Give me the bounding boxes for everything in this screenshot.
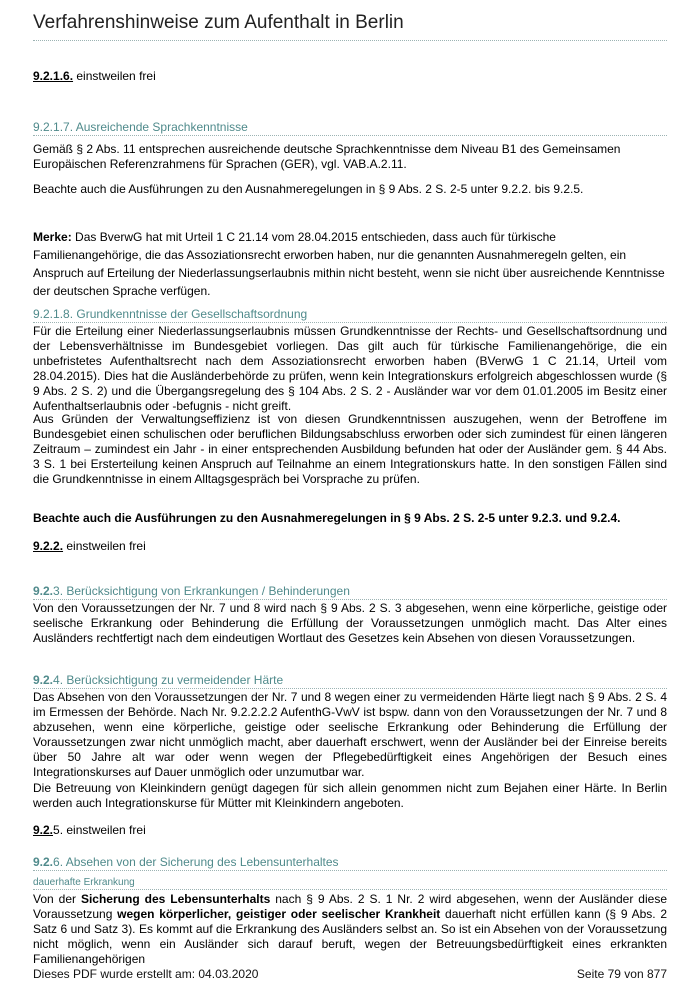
merke-text: Das BverwG hat mit Urteil 1 C 21.14 vom 28.04.2015 entschieden, dass auch für türkische Familienangehörige, die das Assoziationsrecht erworben haben, nur die genannten Ausnahmeregeln gelten, ein Anspruch auf Erteilung der Niederlassungserlaubnis mithin nicht besteht, wenn sie nicht über ausreichende Kenntnisse der deutschen Sprache verfügen. bbox=[33, 230, 665, 298]
section-text: einstweilen frei bbox=[73, 69, 156, 83]
section-number: 9.2. bbox=[33, 584, 54, 598]
section-number: 9.2. bbox=[33, 673, 54, 687]
section-heading-text: 6. Absehen von der Sicherung des Lebensunterhaltes bbox=[53, 855, 339, 869]
section-number: 9.2. bbox=[33, 855, 54, 869]
section-text: einstweilen frei bbox=[63, 539, 146, 553]
section-heading-text: 3. Berücksichtigung von Erkrankungen / Behinderungen bbox=[53, 584, 350, 598]
paragraph: Beachte auch die Ausführungen zu den Ausnahmeregelungen in § 9 Abs. 2 S. 2-5 unter 9.2.2. bis 9.2.5. bbox=[33, 182, 584, 196]
paragraph: Das Absehen von den Voraussetzungen der Nr. 7 und 8 wegen einer zu vermeidenden Härte liegt nach § 9 Abs. 2 S. 4 im Ermessen der Behörde. Nach Nr. 9.2.2.2.2 AufenthG-VwV ist bspw. dann von den Voraussetzungen der Nr. 7 und 8 abzusehen, wenn eine körperliche, geistige oder seelische Erkrankung oder Behinderung die Erfüllung der Voraussetzungen zwar nicht unmöglich macht, aber dauerhaft erschwert, wenn der Ausländer bei der Einreise bereits über 50 Jahre alt war oder wenn wegen der Pflegebedürftigkeit eines Angehörigen der Besuch eines Integrationskurses auf Dauer unmöglich oder unzumutbar war. bbox=[33, 690, 667, 779]
footer-page-number: Seite 79 von 877 bbox=[576, 967, 667, 981]
merke-note bbox=[33, 228, 667, 300]
section-heading-9-2-1-7: 9.2.1.7. Ausreichende Sprachkenntnisse bbox=[33, 120, 667, 136]
section-number: 9.2.2. bbox=[33, 539, 64, 553]
subheading: dauerhafte Erkrankung bbox=[33, 877, 667, 890]
section-9-2-1-6 bbox=[33, 69, 667, 84]
paragraph: Von den Voraussetzungen der Nr. 7 und 8 wird nach § 9 Abs. 2 S. 3 abgesehen, wenn eine körperliche, geistige oder seelische Erkrankung oder Behinderung die Erfüllung der Voraussetzungen unmöglich macht. Das Alter eines Ausländers rechtfertigt nach dem eindeutigen Wortlaut des Gesetzes kein Absehen von diesen Voraussetzungen. bbox=[33, 601, 667, 645]
section-9-2-5 bbox=[33, 823, 667, 838]
text-run: dauerhaft nicht erfüllen kann (§ 9 Abs. 2 Satz 6 und Satz 3). Es kommt auf die Erkrankung des Ausländers selbst an. So ist ein Absehen von der Voraussetzung nicht möglich, wenn ein Ausländer sich darauf beruft, wegen der Betreuungsbedürftigkeit eines erkrankten Familienangehörigen bbox=[33, 907, 668, 966]
paragraph: Gemäß § 2 Abs. 11 entsprechen ausreichende deutsche Sprachkenntnisse dem Niveau B1 des Gemeinsamen Europäischen Referenzrahmens für Sprachen (GER), vgl. VAB.A.2.11. bbox=[33, 142, 621, 171]
section-text: 5. einstweilen frei bbox=[53, 823, 146, 837]
section-number: 9.2. bbox=[33, 823, 54, 837]
section-number: 9.2.1.6. bbox=[33, 69, 74, 83]
section-heading-9-2-4 bbox=[33, 673, 667, 689]
paragraph: Aus Gründen der Verwaltungseffizienz ist von diesen Grundkenntnissen auszugehen, wenn der Betroffene im Bundesgebiet einen schulischen oder beruflichen Bildungsabschluss erworben oder sich zumindest für einen längeren Zeitraum – zumindest ein Jahr - in einer entsprechenden Ausbildung befunden hat oder der Ausländer gem. § 44 Abs. 3 S. 1 bei Ersterteilung keinen Anspruch auf Teilnahme an einem Integrationskurs hatte. In den sonstigen Fällen sind die Grundkenntnisse in einem Alltagsgespräch bei Vorsprache zu prüfen. bbox=[33, 412, 667, 486]
section-heading-text: 4. Berücksichtigung zu vermeidender Härte bbox=[53, 673, 284, 687]
text-run: Von der bbox=[33, 892, 81, 906]
section-heading-9-2-1-8: 9.2.1.8. Grundkenntnisse der Gesellschaftsordnung bbox=[33, 307, 667, 323]
footer-created: Dieses PDF wurde erstellt am: 04.03.2020 bbox=[33, 967, 259, 981]
section-9-2-2 bbox=[33, 539, 667, 554]
text-run-bold: wegen körperlicher, geistiger oder seelischer Krankheit bbox=[117, 907, 441, 921]
paragraph bbox=[33, 892, 667, 967]
section-heading-9-2-3 bbox=[33, 584, 667, 600]
section-heading-9-2-6 bbox=[33, 855, 667, 871]
paragraph: Für die Erteilung einer Niederlassungserlaubnis müssen Grundkenntnisse der Rechts- und Gesellschaftsordnung und der Lebensverhältnisse im Bundesgebiet vorliegen. Das gilt auch für türkische Familienangehörige, die ein unbefristetes Aufenthaltsrecht nach dem Assoziationsrecht erworben haben (BVerwG 1 C 21.14, Urteil vom 28.04.2015). Dies hat die Ausländerbehörde zu prüfen, wenn kein Integrationskurs erfolgreich abgeschlossen wurde (§ 9 Abs. 2 S. 2) und die Übergangsregelung des § 104 Abs. 2 S. 2 - Ausländer war vor dem 01.01.2005 im Besitz einer Aufenthaltserlaubnis oder -befugnis - nicht greift. bbox=[33, 324, 667, 413]
page-title: Verfahrenshinweise zum Aufenthalt in Berlin bbox=[33, 12, 667, 41]
merke-label: Merke: bbox=[33, 230, 72, 244]
text-run-bold: Sicherung des Lebensunterhalts bbox=[80, 892, 271, 906]
paragraph: Die Betreuung von Kleinkindern genügt dagegen für sich allein genommen nicht zum Bejahen einer Härte. In Berlin werden auch Integrationskurse für Mütter mit Kleinkindern angeboten. bbox=[33, 781, 667, 810]
paragraph-bold: Beachte auch die Ausführungen zu den Ausnahmeregelungen in § 9 Abs. 2 S. 2-5 unter 9.2.3. und 9.2.4. bbox=[33, 511, 621, 525]
text-run: nach § 9 Abs. 2 S. 1 Nr. 2 wird abgesehen, wenn der Ausländer diese Voraussetzung bbox=[33, 892, 667, 921]
